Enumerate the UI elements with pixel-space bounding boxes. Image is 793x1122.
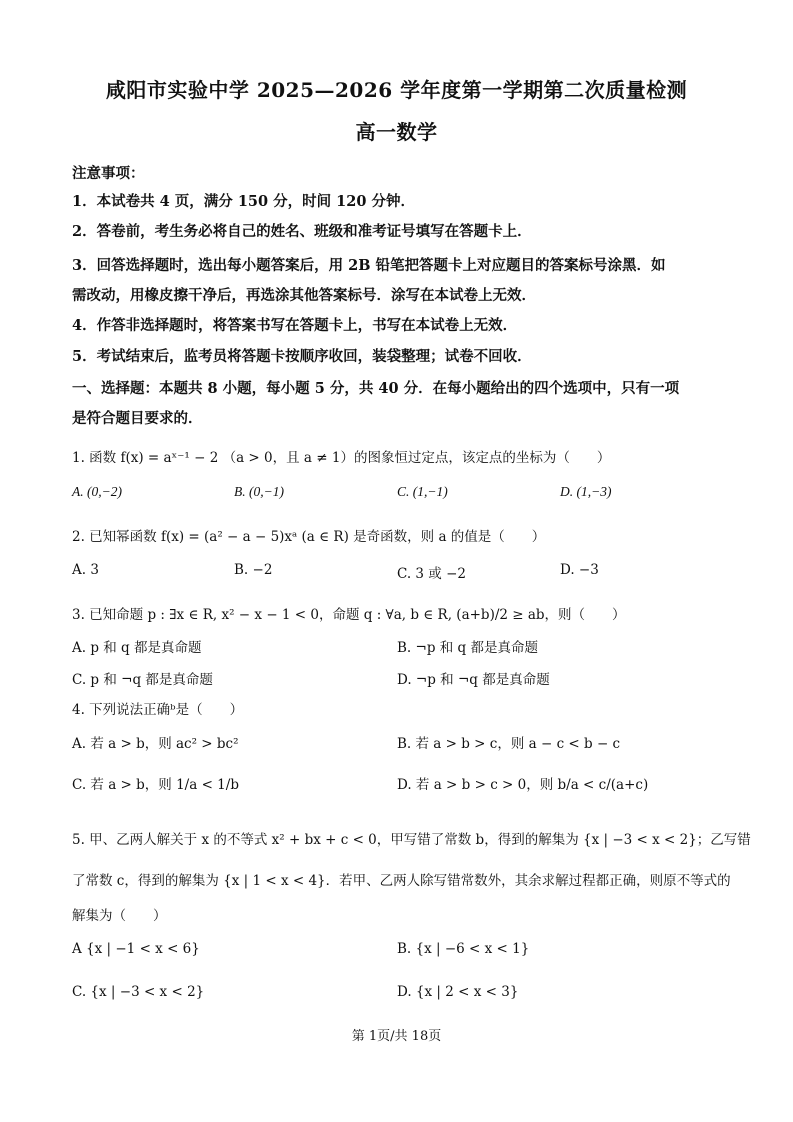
q5-option-b: B. {x | −6 < x < 1} <box>397 941 530 957</box>
question-4-stem: 4. 下列说法正确ᵇ是（ ） <box>72 702 244 718</box>
q1-option-c: C. (1,−1) <box>397 484 448 499</box>
question-3-stem: 3. 已知命题 p : ∃x ∈ R, x² − x − 1 < 0，命题 q : ∀a, b ∈ R, (a+b)/2 ≥ ab，则（ ） <box>72 607 626 623</box>
q2-option-c: C. 3 或 −2 <box>397 566 467 582</box>
question-5-line-2: 了常数 c，得到的解集为 {x | 1 < x < 4}．若甲、乙两人除写错常数外，其余求解过程都正确，则原不等式的 <box>72 873 731 889</box>
q3-option-b: B. ¬p 和 q 都是真命题 <box>397 640 538 656</box>
q5-option-d: D. {x | 2 < x < 3} <box>397 984 519 1000</box>
question-1-stem: 1. 函数 f(x) = aˣ⁻¹ − 2 （a > 0，且 a ≠ 1）的图象恒过定点，该定点的坐标为（ ） <box>72 450 611 466</box>
q2-option-d: D. −3 <box>560 562 599 578</box>
q3-option-d: D. ¬p 和 ¬q 都是真命题 <box>397 672 550 688</box>
q4-option-a: A. 若 a > b，则 ac² > bc² <box>72 736 239 752</box>
exam-subject: 高一数学 <box>355 120 438 144</box>
question-5-line-1: 5. 甲、乙两人解关于 x 的不等式 x² + bx + c < 0，甲写错了常数 b，得到的解集为 {x | −3 < x < 2}；乙写错 <box>72 832 751 848</box>
note-item: 需改动，用橡皮擦干净后，再选涂其他答案标号．涂写在本试卷上无效． <box>72 287 536 304</box>
q3-option-a: A. p 和 q 都是真命题 <box>72 640 202 656</box>
q2-option-b: B. −2 <box>234 562 273 578</box>
q4-option-c: C. 若 a > b，则 1/a < 1/b <box>72 777 239 793</box>
section-heading-cont: 是符合题目要求的． <box>72 410 203 427</box>
section-heading: 一、选择题：本题共 8 小题，每小题 5 分，共 40 分．在每小题给出的四个选项中，只有一项 <box>72 380 680 397</box>
q4-option-b: B. 若 a > b > c，则 a − c < b − c <box>397 736 621 752</box>
q3-option-c: C. p 和 ¬q 都是真命题 <box>72 672 213 688</box>
note-item: 2．答卷前，考生务必将自己的姓名、班级和准考证号填写在答题卡上． <box>72 223 532 240</box>
q2-option-a: A. 3 <box>72 562 99 578</box>
note-item: 1．本试卷共 4 页，满分 150 分，时间 120 分钟． <box>72 193 415 210</box>
note-item: 5．考试结束后，监考员将答题卡按顺序收回，装袋整理；试卷不回收． <box>72 348 532 365</box>
note-item: 4．作答非选择题时，将答案书写在答题卡上，书写在本试卷上无效． <box>72 317 518 334</box>
page-number: 第 1页/共 18页 <box>351 1029 442 1044</box>
question-2-stem: 2. 已知幂函数 f(x) = (a² − a − 5)xᵃ (a ∈ R) 是奇函数，则 a 的值是（ ） <box>72 529 546 545</box>
q4-option-d: D. 若 a > b > c > 0，则 b/a < c/(a+c) <box>397 777 649 793</box>
q1-option-d: D. (1,−3) <box>560 484 612 499</box>
q5-option-c: C. {x | −3 < x < 2} <box>72 984 205 1000</box>
q1-option-b: B. (0,−1) <box>234 484 284 499</box>
q5-option-a: A {x | −1 < x < 6} <box>72 941 200 957</box>
question-5-line-3: 解集为（ ） <box>72 908 167 924</box>
note-item: 3．回答选择题时，选出每小题答案后，用 2B 铅笔把答题卡上对应题目的答案标号涂黑．如 <box>72 257 666 274</box>
q1-option-a: A. (0,−2) <box>72 484 122 499</box>
exam-title: 咸阳市实验中学 2025—2026 学年度第一学期第二次质量检测 <box>105 78 688 102</box>
notes-heading: 注意事项： <box>72 165 145 182</box>
